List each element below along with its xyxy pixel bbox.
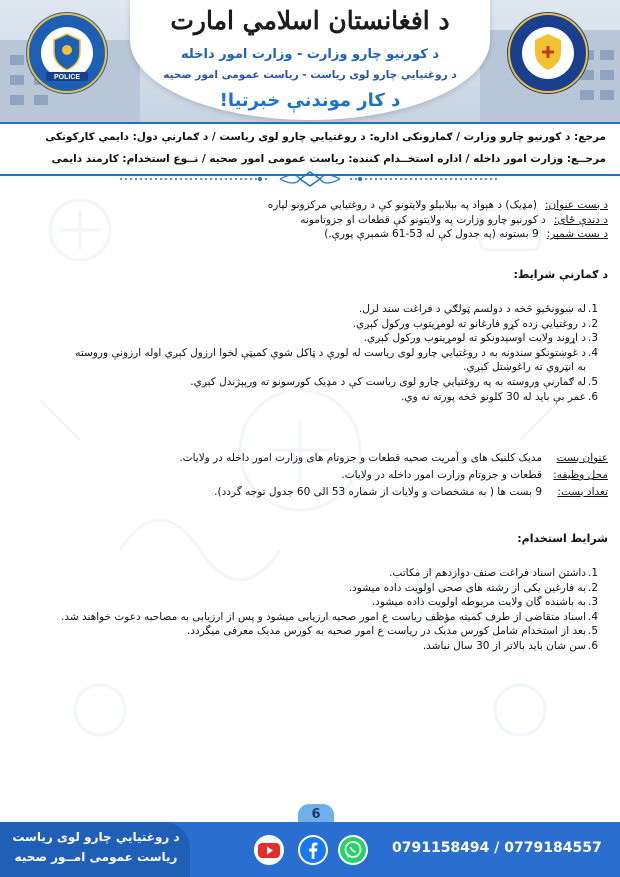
dari-conditions-list-wrap: [12, 566, 608, 654]
pashto-condition-text: له ښوونځیو څخه د دولسم ټولګي د فراغت سند لرل.: [358, 303, 586, 315]
dari-post-info: [12, 450, 608, 501]
pashto-post-title-value: (مډیک) د هېواد په بېلابېلو ولایتونو کې د روغتیایي مرکزونو لپاره: [267, 199, 538, 211]
dari-post-title-row: [12, 450, 608, 467]
reference-line-dari: مرجــع: وزارت امور داخله / اداره استخــدام کننده: ریاست عمومی امور صحیه / نــوع استخدام: کارمند دایمی: [51, 153, 606, 165]
health-directorate-logo: [507, 12, 589, 94]
pashto-duty-place-row: [12, 213, 608, 228]
announcement-title: د کار موندنې خبرتیا!: [219, 90, 401, 111]
dari-condition-text: بعد از استخدام شامل کورس مدیک در ریاست ع امور صحیه به کورس مدیک معرفی میگردد.: [187, 625, 586, 638]
pashto-post-info: [12, 198, 608, 242]
youtube-icon[interactable]: [254, 835, 284, 865]
pashto-condition-number: 3.: [588, 332, 599, 345]
decorative-divider: [120, 171, 500, 187]
dari-post-count-row: [12, 484, 608, 501]
pashto-condition-number: 2.: [588, 317, 599, 330]
pashto-condition-item: [12, 317, 599, 332]
pashto-condition-number: 1.: [588, 303, 599, 315]
reference-bar: [0, 122, 620, 176]
pashto-post-count-row: [12, 227, 608, 242]
dari-post-title-label: عنوان بست: [556, 452, 608, 464]
dari-duty-place-value: قطعات و جزوتام وزارت امور داخله در ولایات.: [341, 469, 542, 481]
header-banner: [0, 0, 620, 122]
pashto-condition-text: د غوښتونکو سندونه به د روغتیایي چارو لوی ریاست له لورې د ټاکل شوې کمیټې لخوا ارزول کېږي اوله ارزونې وروسته: [75, 346, 586, 359]
pashto-condition-item: [12, 346, 599, 361]
facebook-icon[interactable]: [298, 835, 328, 865]
dari-condition-text: سن شان باید بالاتر از 30 سال نباشد.: [422, 639, 586, 652]
dari-post-count-label: تعداد بست:: [557, 486, 608, 498]
dari-condition-item: [12, 624, 599, 639]
pashto-post-title-row: [12, 198, 608, 213]
pashto-conditions-title: د ګمارنې شرایط:: [513, 268, 608, 281]
dari-condition-number: 6.: [588, 639, 599, 652]
pashto-condition-item: [12, 375, 599, 390]
whatsapp-icon[interactable]: [338, 835, 368, 865]
pashto-post-title-label: د بست عنوان:: [545, 199, 608, 211]
dari-condition-item: [12, 595, 599, 610]
pashto-condition-item: [12, 302, 599, 317]
dari-post-title-value: مدیک کلنیک های و آمریت صحیه قطعات و جزوتام های وزارت امور داخله در ولایات.: [179, 452, 542, 464]
dari-condition-text: به باشنده گان ولایت مربوطه اولویت داده میشود.: [371, 596, 586, 609]
pashto-conditions-list: [12, 302, 608, 404]
pashto-condition-text: د اړوند ولایت اوسېدونکو ته لومړیتوب ورکول کېږي.: [363, 332, 586, 345]
dari-condition-text: داشتن اسناد فراغت صنف دوازدهم از مکاتب.: [389, 567, 586, 579]
dari-condition-number: 2.: [588, 581, 599, 594]
pashto-condition-number: 4.: [588, 346, 599, 359]
police-emblem-logo: [26, 12, 108, 94]
pashto-condition-item: [12, 360, 586, 375]
pashto-post-count-value: 9 بستونه (په جدول کې له 53-61 شمېرې پورې.): [324, 228, 539, 241]
footer-org-box: [0, 822, 190, 877]
pashto-duty-place-value: د کورنیو چارو وزارت په ولایتونو کې قطعات او جزوتامونه: [300, 213, 546, 226]
dari-conditions-title: شرایط استخدام:: [517, 532, 608, 545]
dari-condition-item: [12, 610, 599, 625]
emirate-title: د افغانستان اسلامي امارت: [170, 6, 450, 35]
pashto-condition-text: د روغتیایي زده کړو فارغانو ته لومړیتوب ورکول کېږي.: [352, 317, 586, 330]
pashto-condition-text: عمر بې باید له 30 کلونو څخه پورته نه وي.: [401, 390, 586, 403]
pashto-condition-number: 6.: [588, 390, 599, 403]
dari-conditions: [12, 532, 608, 547]
dari-condition-number: 3.: [588, 596, 599, 609]
pashto-condition-item: [12, 390, 599, 405]
reference-line-pashto: مرجع: د کورنیو چارو وزارت / ګمارونکی اداره: د روغتیایي چارو لوی ریاست / د ګمارنې دول: دایمي کارکونکی: [45, 131, 606, 143]
dari-condition-number: 1.: [588, 567, 599, 579]
dari-condition-number: 5.: [588, 625, 599, 638]
dari-condition-number: 4.: [588, 610, 599, 623]
pashto-condition-text: به انټروي ته راغوښتل کېږي.: [463, 361, 586, 374]
dari-conditions-list: [12, 566, 608, 654]
footer-org-line1: د روغتیایي چارو لوی ریاست: [12, 830, 180, 844]
page-number: 6: [298, 804, 334, 826]
ministry-title: د کورنیو چارو وزارت - وزارت امور داخله: [180, 47, 440, 62]
dari-condition-item: [12, 581, 599, 596]
directorate-title: د روغتیایي چارو لوی ریاست - ریاست عمومی امور صحیه: [163, 69, 457, 81]
pashto-post-count-label: د بست شمېر:: [546, 228, 608, 241]
contact-phone-numbers: 0791158494 / 0779184557: [392, 840, 602, 856]
pashto-condition-text: له ګمارنې وروسته به په روغتیایي چارو لوی ریاست کې د مډیک کورسونو ته ورپېژندل کېږي.: [190, 375, 586, 388]
footer: [0, 822, 620, 877]
dari-condition-text: اسناد متقاضی از طرف کمیته مؤظف ریاست ع امور صحیه ارزیابی میشود و پس از ارزیابی به مصاحبه دعوت خواهند شد.: [61, 610, 586, 623]
pashto-conditions: [12, 268, 608, 283]
pashto-condition-number: 5.: [588, 375, 599, 388]
pashto-duty-place-label: د دندې ځای:: [553, 213, 608, 226]
footer-org-line2: ریاست عمومی امــور صحیه: [14, 850, 178, 864]
dari-condition-item: [12, 639, 599, 654]
pashto-conditions-list-wrap: [12, 302, 608, 404]
dari-condition-item: [12, 566, 599, 581]
dari-duty-place-label: محل وظیفه:: [553, 469, 608, 481]
pashto-condition-item: [12, 331, 599, 346]
dari-condition-text: به فارغین یکی از رشته های صحی اولویت داده میشود.: [348, 581, 586, 594]
dari-duty-place-row: [12, 467, 608, 484]
police-logo-text: POLICE: [53, 74, 81, 81]
dari-post-count-value: 9 بست ها ( به مشخصات و ولایات از شماره 53 الی 60 جدول توجه گردد).: [214, 486, 542, 498]
